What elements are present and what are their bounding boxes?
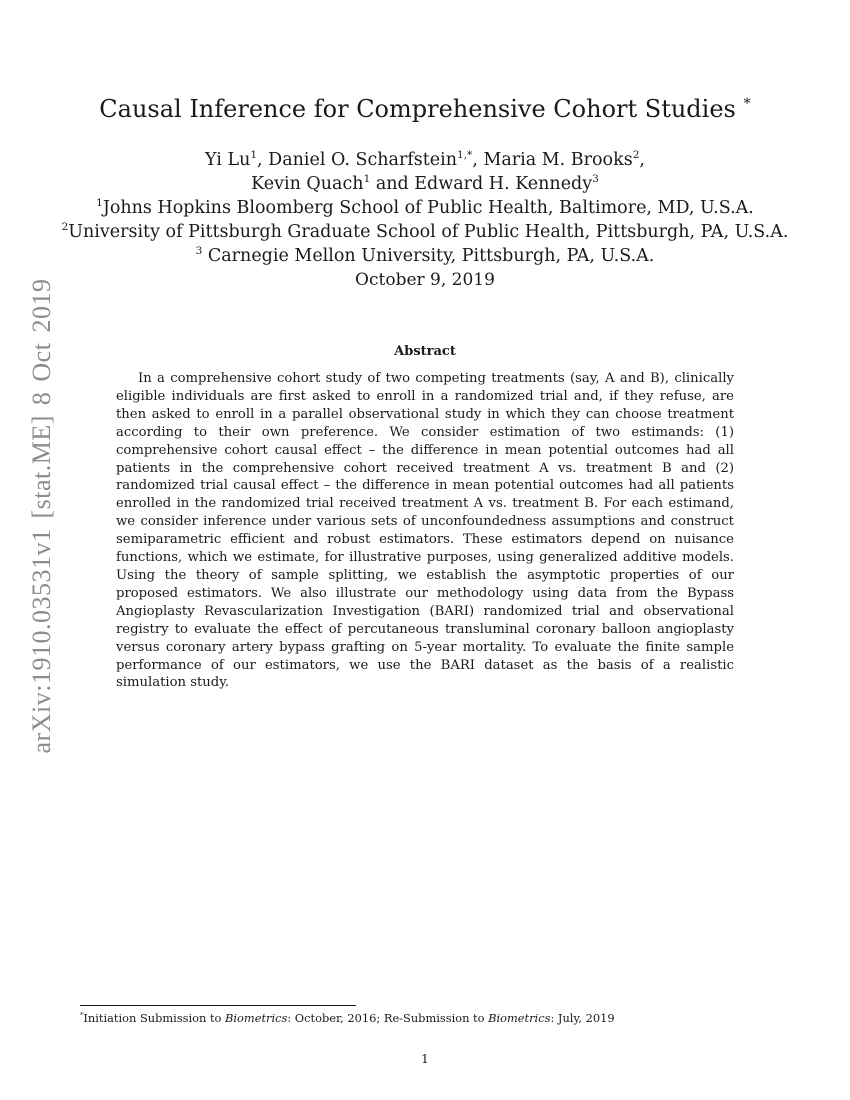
affiliation-text: Carnegie Mellon University, Pittsburgh, PA, U.S.A. <box>202 246 655 266</box>
affiliation-marker: 2 <box>61 221 69 234</box>
footnote-journal-name: Biometrics <box>488 1011 551 1025</box>
author-affiliation-marker: 1 <box>363 173 371 186</box>
title-footnote-marker: * <box>743 96 751 112</box>
affiliation-text: University of Pittsburgh Graduate School of Public Health, Pittsburgh, PA, U.S.A. <box>68 222 789 242</box>
author-affiliation-marker: 1 <box>250 149 258 162</box>
affiliation-marker: 1 <box>96 197 103 210</box>
paper-title <box>0 93 850 125</box>
publication-date: October 9, 2019 <box>355 270 495 290</box>
author-affiliation-marker: 2 <box>632 149 640 162</box>
footnote <box>80 1010 780 1026</box>
affiliation-line <box>0 196 850 220</box>
author-separator: , <box>639 150 645 170</box>
author-affiliation-marker: 3 <box>592 173 599 186</box>
author-block <box>0 148 850 268</box>
affiliation-marker: 3 <box>195 245 203 258</box>
author-name: Kevin Quach <box>251 174 364 194</box>
footnote-text: Initiation Submission to <box>83 1011 226 1025</box>
footnote-text: : October, 2016; Re-Submission to <box>287 1011 489 1025</box>
author-name: Yi Lu <box>205 150 251 170</box>
abstract-heading: Abstract <box>394 344 456 359</box>
author-name: , Daniel O. Scharfstein <box>257 150 458 170</box>
arxiv-identifier-stamp: arXiv:1910.03531v1 [stat.ME] 8 Oct 2019 <box>27 278 56 754</box>
author-name: , Maria M. Brooks <box>472 150 633 170</box>
affiliation-line <box>0 244 850 268</box>
author-line-1 <box>0 148 850 172</box>
affiliation-line <box>0 220 850 244</box>
abstract-body: In a comprehensive cohort study of two competing treatments (say, A and B), clinically eligible individuals are first asked to enroll in a randomized trial and, if they refuse, are then asked to enroll in a parallel observational study in which they can choose treatment according to their own preference. We consider estimation of two estimands: (1) comprehensive cohort causal effect – the difference in mean potential outcomes had all patients in the comprehensive cohort received treatment A vs. treatment B and (2) randomized trial causal effect – the difference in mean potential outcomes had all patients enrolled in the randomized trial received treatment A vs. treatment B. For each estimand, we consider inference under various sets of unconfoundedness assumptions and construct semiparametric efficient and robust estimators. These estimators depend on nuisance functions, which we estimate, for illustrative purposes, using generalized additive models. Using the theory of sample splitting, we establish the asymptotic properties of our proposed estimators. We also illustrate our methodology using data from the Bypass Angioplasty Revascularization Investigation (BARI) randomized trial and observational registry to evaluate the effect of percutaneous transluminal coronary balloon angioplasty versus coronary artery bypass grafting on 5-year mortality. To evaluate the finite sample performance of our estimators, we use the BARI dataset as the basis of a realistic simulation study. <box>116 371 734 691</box>
footnote-text: : July, 2019 <box>550 1011 615 1025</box>
affiliation-text: Johns Hopkins Bloomberg School of Public Health, Baltimore, MD, U.S.A. <box>102 198 754 218</box>
footnote-journal-name: Biometrics <box>225 1011 288 1025</box>
footnote-divider <box>80 1005 356 1006</box>
author-line-2 <box>0 172 850 196</box>
author-affiliation-marker: 1,* <box>457 149 473 162</box>
footnote-marker: * <box>80 1011 84 1020</box>
paper-title-text: Causal Inference for Comprehensive Cohort Studies <box>99 95 736 123</box>
page-number: 1 <box>421 1052 429 1066</box>
author-name: and Edward H. Kennedy <box>370 174 593 194</box>
